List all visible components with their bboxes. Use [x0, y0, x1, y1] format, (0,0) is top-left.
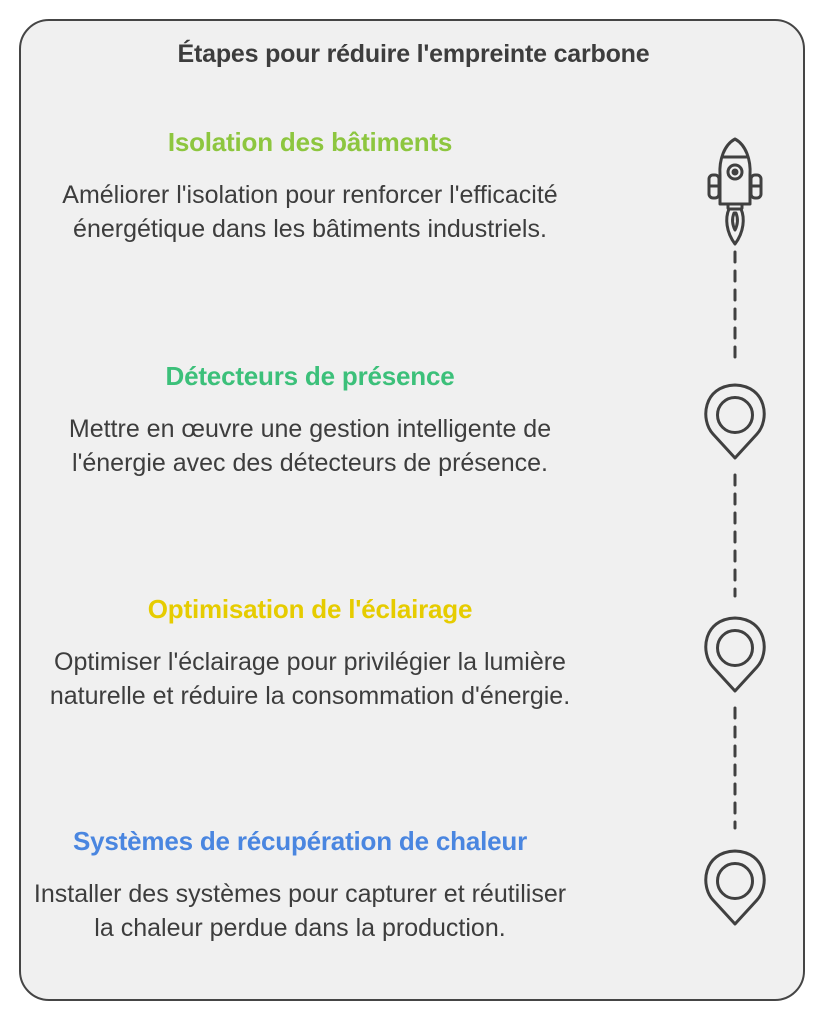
step-title: Optimisation de l'éclairage [147, 594, 473, 624]
step-title: Isolation des bâtiments [167, 127, 453, 157]
diagram-title: Étapes pour réduire l'empreinte carbone [177, 40, 650, 68]
step-description: Optimiser l'éclairage pour privilégier la lumière naturelle et réduire la consommation d'énergie. [49, 648, 571, 710]
step-description: Installer des systèmes pour capturer et réutiliser la chaleur perdue dans la production. [33, 880, 567, 942]
step-description: Améliorer l'isolation pour renforcer l'efficacité énergétique dans les bâtiments industriels. [62, 181, 558, 243]
step-isolation [30, 126, 590, 246]
step-heat-recovery [30, 825, 570, 945]
step-title: Détecteurs de présence [165, 361, 455, 391]
step-description: Mettre en œuvre une gestion intelligente de l'énergie avec des détecteurs de présence. [68, 415, 552, 477]
step-presence-detectors [30, 360, 590, 480]
step-lighting [30, 593, 590, 713]
step-title: Systèmes de récupération de chaleur [73, 826, 527, 856]
